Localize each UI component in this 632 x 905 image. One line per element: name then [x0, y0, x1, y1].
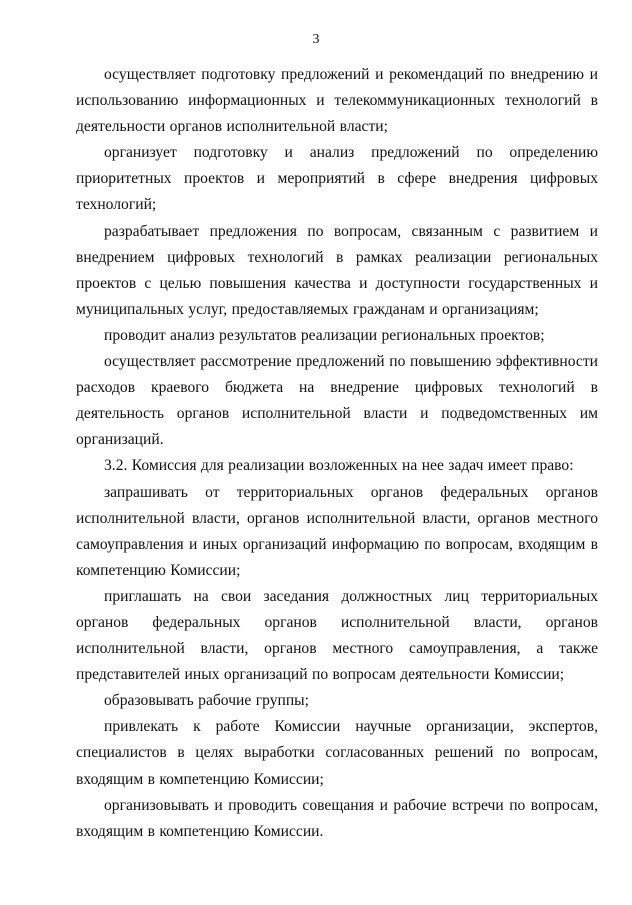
page-number: 3 [312, 32, 320, 47]
paragraph-6: 3.2. Комиссия для реализации возложенных на нее задач имеет право: [104, 457, 574, 475]
paragraph-8: приглашать на свои заседания должностных лиц территориальных органов федеральных органов исполнительной власти, органов исполнительной власти, органов местного самоуправления, а также представителей иных организаций по вопросам деятельности Комиссии; [76, 587, 598, 684]
paragraph-2: организует подготовку и анализ предложений по определению приоритетных проектов и мероприятий в сфере внедрения цифровых технологий; [76, 144, 598, 214]
paragraph-5: осуществляет рассмотрение предложений по повышению эффективности расходов краевого бюджета на внедрение цифровых технологий в деятельность органов исполнительной власти и подведомственных им организаций. [76, 353, 598, 449]
paragraph-11: организовывать и проводить совещания и рабочие встречи по вопросам, входящим в компетенцию Комиссии. [76, 796, 598, 840]
paragraph-7: запрашивать от территориальных органов федеральных органов исполнительной власти, органов исполнительной власти, органов местного самоуправления и иных организаций информацию по вопросам, входящим в компетенцию Комиссии; [76, 483, 598, 579]
document-body [76, 62, 598, 845]
paragraph-4: проводит анализ результатов реализации региональных проектов; [104, 326, 545, 344]
paragraph-9: образовывать рабочие группы; [104, 692, 309, 710]
paragraph-10: привлекать к работе Комиссии научные организации, экспертов, специалистов в целях выработки согласованных решений по вопросам, входящим в компетенцию Комиссии; [76, 718, 598, 788]
paragraph-3: разрабатывает предложения по вопросам, связанным с развитием и внедрением цифровых технологий в рамках реализации региональных проектов с целью повышения качества и доступности государственных и муниципальных услуг, предоставляемых гражданам и организациям; [76, 222, 598, 318]
paragraph-1: осуществляет подготовку предложений и рекомендаций по внедрению и использованию информационных и телекоммуникационных технологий в деятельности органов исполнительной власти; [76, 66, 598, 136]
